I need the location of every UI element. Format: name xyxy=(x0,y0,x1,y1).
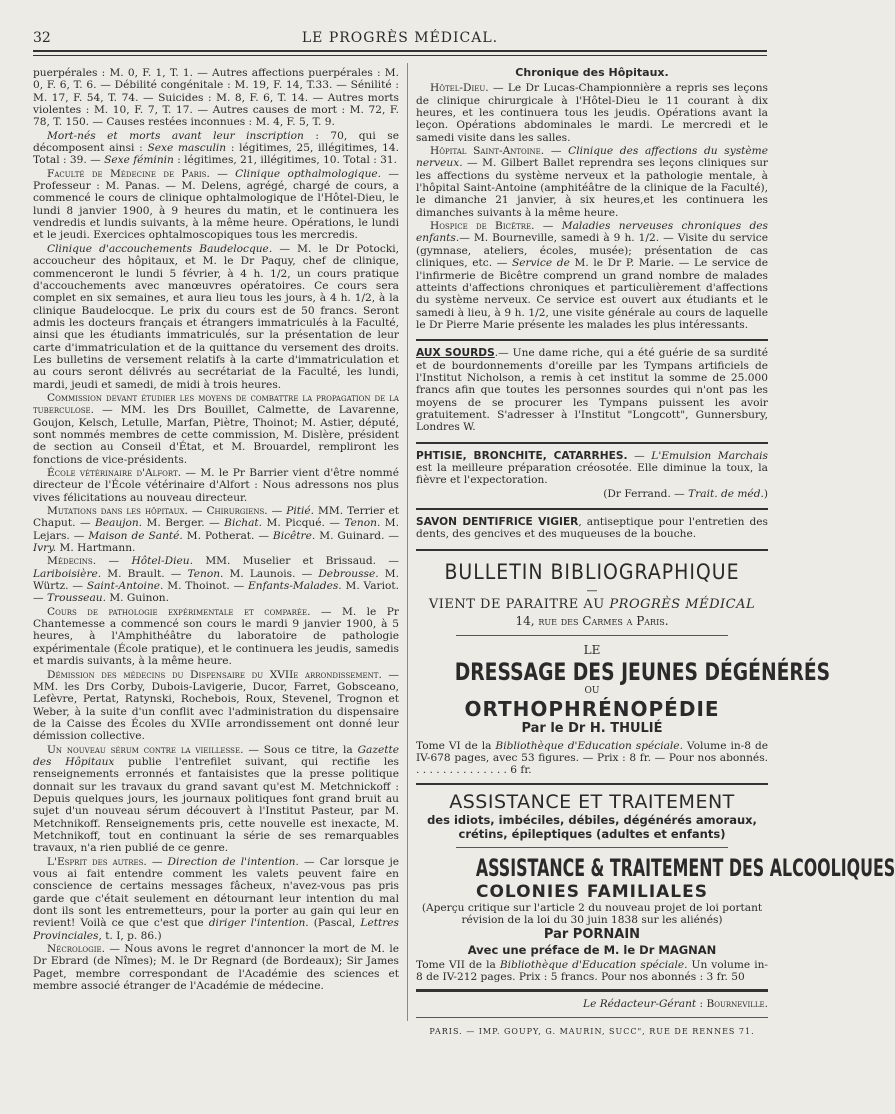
author-pornain: Par PORNAIN xyxy=(543,926,641,942)
running-title: LE PROGRÈS MÉDICAL. xyxy=(301,30,499,46)
idiots-subtitle: des idiots, imbéciles, débiles, dégénérés amoraux, crétins, épileptiques (adultes et enfants) xyxy=(427,812,757,841)
ad-aux-sourds: AUX SOURDS.— Une dame riche, qui a été guérie de sa surdité et de bourdonnements d'oreille par les Tympans artificiels de l'Institut Nicholson, a remis à cet institut la somme de 25.000 francs afin que toutes les personnes sourdes qui n'ont pas les moyens de se procurer les Tympans puissent les avoir gratuitement. S'adresser à l'Institut "Longcott", Gunnersbury, Londres W. xyxy=(416,339,768,433)
hopital-saint-antoine: Hôpital Saint-Antoine. — Clinique des affections du système nerveux. — M. Gilbert Ballet reprendra ses leçons cliniques sur les affections du système nerveux et la pathologie mentale, à l'hôpital Saint-Antoine (amphitéâtre de la clinique de la Faculté), le dimanche 21 janvier, à six heures,et les continuera les dimanches suivants à la même heure. xyxy=(416,145,768,219)
nouveau-serum: Un nouveau sérum contre la vieillesse. — Sous ce titre, la Gazette des Hôpitaux publie l'entrefilet suivant, qui rectifie les renseignements erronnés et fantaisistes que la presse politique donnait sur les travaux du grand savant qu'est M. Metchnickoff : Depuis quelques jours, les journaux politiques font grand bruit au sujet d'un nouveau sérum découvert à l'Institut Pasteur, par M. Metchnikoff. Renseignements pris, cette nouvelle est inexacte, M. Metchnikoff, tout en continuant la série de ses remarquables travaux, n'a rien publié de ce genre. xyxy=(33,743,399,855)
column-divider xyxy=(407,63,408,1021)
faculte-medecine: Faculté de Médecine de Paris. — Clinique opthalmologique. — Professeur : M. Panas. — M. Delens, agrégé, chargé de cours, a commencé le cours de clinique ophtalmologique de l'Hôtel-Dieu, le lundi 8 janvier 1900, à 9 heures du matin, et le continuera les vendredis et lundis suivants, à la même heure. Opérations, le lundi et le jeudi. Exercices ophtalmoscopiques tous les mercredis. xyxy=(33,167,399,242)
header-rule xyxy=(33,50,767,52)
necrologie: Nécrologie. — Nous avons le regret d'annoncer la mort de M. le Dr Ebrard (de Nîmes); M. le Dr Regnard (de Bordeaux); Sir James Paget, membre correspondant de l'Académie des sciences et membre associé étranger de l'Académie de médecine. xyxy=(33,943,399,993)
header-rule-thin xyxy=(33,55,767,56)
left-column xyxy=(33,67,399,993)
tome-vi: Tome VI de la Bibliothèque d'Education spéciale. Volume in-8 de IV-678 pages, avec 53 figures. — Prix : 8 fr. — Pour nos abonnés. . . . . . . . . . . . . . . 6 fr. xyxy=(416,739,769,777)
hotel-dieu: Hôtel-Dieu. — Le Dr Lucas-Championnière a repris ses leçons de clinique chirurgicale à l'Hôtel-Dieu le 11 courant à dix heures, et les continuera tous les jeudis. Opérations avant la leçon. Opérations abdominales le mardi. Le mercredi et le samedi visite dans les salles. xyxy=(416,82,768,144)
preface-magnan: Avec une préface de M. le Dr MAGNAN xyxy=(467,942,717,957)
printer-imprint: PARIS. — IMP. GOUPY, G. MAURIN, SUCC", RUE DE RENNES 71. xyxy=(429,1026,755,1036)
author-thulie: Par le Dr H. THULIÉ xyxy=(521,720,663,736)
ad-phtisie: PHTISIE, BRONCHITE, CATARRHES. — L'Emulsion Marchais est la meilleure préparation créosotée. Elle diminue la toux, la fièvre et l'expectoration. (Dr Ferrand. — Trait. de méd.) xyxy=(416,442,768,500)
clinique-baudelocque: Clinique d'accouchements Baudelocque. — M. le Dr Potocki, accoucheur des hôpitaux, et M. le Dr Paquy, chef de clinique, commenceront le lundi 5 février, à 4 h. 1/2, un cours pratique d'accouchements avec manœuvres opératoires. Ce cours sera complet en six semaines, et aura lieu tous les jours, à 4 h. 1/2, à la clinique Baudelocque. Le prix du cours est de 50 francs. Seront admis les docteurs français et étrangers immatriculés à la Faculté, ainsi que les étudiants immatriculés, sur la présentation de leur carte d'immatriculation et de la quittance du versement des droits. Les bulletins de versement relatifs à la carte d'immatriculation et au cours seront délivrés au secrétariat de la Faculté, les lundi, mardi, jeudi et samedi, de midi à trois heures. xyxy=(33,242,399,391)
cours-pathologie: Cours de pathologie expérimentale et comparée. — M. le Pr Chantemesse a commencé son cours le mardi 9 janvier 1900, à 5 heures, à l'Amphithéâtre du laboratoire de pathologie expérimentale (École pratique), et le continuera les jeudis, samedis et mardis suivants, à la même heure. xyxy=(33,605,399,668)
commission-tuberculose: Commission devant étudier les moyens de combattre la propagation de la tuberculose. — MM. les Drs Bouillet, Calmette, de Lavarenne, Goujon, Kelsch, Letulle, Marfan, Piètre, Thoinot; M. Astier, député, sont nommés membres de cette commission, M. Dislère, président de section au Conseil d'État, et M. Brouardel, rempliront les fonctions de vice-présidents. xyxy=(33,391,399,466)
hospice-bicetre: Hospice de Bicêtre. — Maladies nerveuses chroniques des enfants.— M. Bourneville, samedi à 9 h. 1/2. — Visite du service (gymnase, ateliers, écoles, musée); présentation de cas cliniques, etc. — Service de M. le Dr P. Marie. — Le service de l'infirmerie de Bicêtre comprend un grand nombre de malades atteints d'affections chroniques et particulièrement d'affections du système nerveux. Ce service est ouvert aux étudiants et le samedi à lieu, à 9 h. 1/2, une visite générale au cours de laquelle le Dr Pierre Marie présente les malades les plus intéressants. xyxy=(416,220,768,331)
tome-vii: Tome VII de la Bibliothèque d'Education spéciale. Un volume in-8 de IV-212 pages. Prix : 5 francs. Pour nos abonnés : 3 fr. 50 xyxy=(416,958,768,984)
mutations-medecins: Médecins. — Hôtel-Dieu. MM. Muselier et Brissaud. — Lariboisière. M. Brault. — Tenon. M. Launois. — Debrousse. M. Würtz. — Saint-Antoine. M. Thoinot. — Enfants-Malades. M. Variot. — Trousseau. M. Guinon. xyxy=(33,555,400,605)
bulletin-title: BULLETIN BIBLIOGRAPHIQUE xyxy=(444,559,740,584)
colonies-title: COLONIES FAMILIALES xyxy=(476,881,708,902)
alcooliques-title: ASSISTANCE & TRAITEMENT DES ALCOOLIQUES xyxy=(475,853,895,882)
orthophrenopedie-title: ORTHOPHRÉNOPÉDIE xyxy=(464,696,720,721)
chronique-heading: Chronique des Hôpitaux. xyxy=(515,66,669,79)
apercu: (Aperçu critique sur l'article 2 du nouveau projet de loi portant révision de la loi du 30 juin 1838 sur les aliénés) xyxy=(421,901,763,927)
right-column xyxy=(416,66,895,1038)
mortality-stats: puerpérales : M. 0, F. 1, T. 1. — Autres affections puerpérales : M. 0, F. 6, T. 6. — Débilité congénitale : M. 19, F. 14, T.33. — Sénilité : M. 17, F. 54, T. 74. — Suicides : M. 8, F. 6, T. 14. — Autres morts violentes : M. 10, F. 7, T. 17. — Autres causes de mort : M. 72, F. 78, T. 150. — Causes restées inconnues : M. 4, F. 5, T. 9. xyxy=(33,67,399,129)
ad-savon-vigier: SAVON DENTIFRICE VIGIER, antiseptique pour l'entretien des dents, des gencives et des muqueuses de la bouche. xyxy=(416,508,768,541)
demission-dispensaire: Démission des médecins du Dispensaire du XVIIe arrondissement. — MM. les Drs Corby, Dubois-Lavigerie, Ducor, Farret, Gobsceano, Lefèvre, Pertat, Ratynski, Rochebois, Roux, Stevenel, Trognon et Weber, à la suite d'un conflit avec l'administration du dispensaire de la Caisse des Écoles du XVIIe arrondissement ont donné leur démission collective. xyxy=(33,668,399,743)
page-number: 32 xyxy=(33,30,51,46)
assistance-title: ASSISTANCE ET TRAITEMENT xyxy=(449,790,735,813)
bulletin-bibliographique: BULLETIN BIBLIOGRAPHIQUE — VIENT DE PARAITRE AU PROGRÈS MÉDICAL 14, rue des Carmes a Paris. LE DRESSAGE DES JEUNES DÉGÉNÉRÉS OU ORTHOPHRÉNOPÉDIE Par le Dr H. THULIÉ Tome VI de la Bibliothèque d'Education spéciale. Volume in-8 de IV-678 pages, avec 53 figures. — Prix : 8 fr. — Pour nos abonnés. . . . . . . . . . . . . . . 6 fr. ASSISTANCE ET TRAITEMENT des idiots, imbéciles, débiles, dégénérés amoraux, crétins, épileptiques (adultes et enfants) ASSISTANCE & TRAITEMENT DES ALCOOLIQUES COLONIES FAMILIALES (Aperçu critique sur l'article 2 du nouveau projet de loi portant révision de la loi du 30 juin 1838 sur les aliénés) Par PORNAIN Avec une préface de M. le Dr MAGNAN Tome VII de la Bibliothèque d'Education spéciale. Un volume in-8 de IV-212 pages. Prix : 5 francs. Pour nos abonnés : 3 fr. 50 Le Rédacteur-Gérant : Bourneville. PARIS. — IMP. GOUPY, G. MAURIN, SUCC", RUE DE RENNES 71. xyxy=(416,549,768,1038)
mutations-chirurgiens: Mutations dans les hôpitaux. — Chirurgiens. — Pitié. MM. Terrier et Chaput. — Beaujon. M. Berger. — Bichat. M. Picqué. — Tenon. M. Lejars. — Maison de Santé. M. Potherat. — Bicêtre. M. Guinard. — Ivry. M. Hartmann. xyxy=(33,505,400,555)
publisher-address: 14, rue des Carmes a Paris. xyxy=(515,613,669,628)
stillbirths: Mort-nés et morts avant leur inscription : 70, qui se décomposent ainsi : Sexe masculin : légitimes, 25, illégitimes, 14. Total : 39. — Sexe féminin : légitimes, 21, illégitimes, 10. Total : 31. xyxy=(33,129,399,167)
redacteur-gerant: Le Rédacteur-Gérant : Bourneville. xyxy=(583,998,768,1011)
dressage-title: DRESSAGE DES JEUNES DÉGÉNÉRÉS xyxy=(454,657,831,686)
esprit-des-autres: L'Esprit des autres. — Direction de l'intention. — Car lorsque je vous ai fait entendre comment les valets peuvent faire en conscience de certains messages fâcheux, n'avez-vous pas pris garde que c'était seulement en détournant leur intention du mal dont ils sont les entremetteurs, pour la porter au gain qui leur en revient! Voilà ce que c'est que diriger l'intention. (Pascal, Lettres Provinciales, t. I, p. 86.) xyxy=(33,855,399,942)
ecole-alfort: École vétérinaire d'Alfort. — M. le Pr Barrier vient d'être nommé directeur de l'École vétérinaire d'Alfort : Nous adressons nos plus vives félicitations au nouveau directeur. xyxy=(33,467,399,504)
vient-de-paraitre: VIENT DE PARAITRE AU PROGRÈS MÉDICAL xyxy=(428,596,756,612)
